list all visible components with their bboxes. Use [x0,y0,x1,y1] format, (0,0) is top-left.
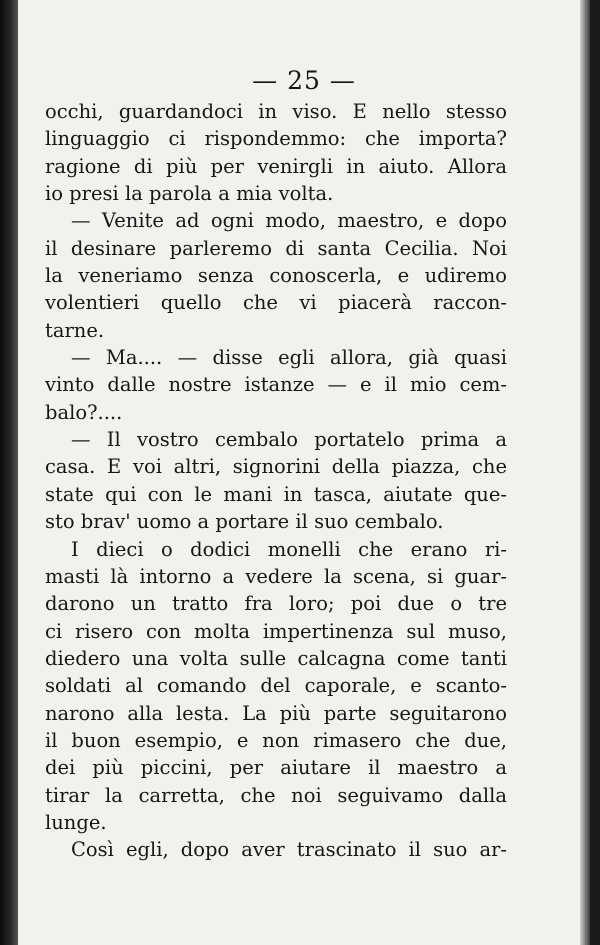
text-line: occhi, guardandoci in viso. E nello stesso [45,100,507,123]
text-line: ci risero con molta impertinenza sul muso, [45,619,507,643]
text-line: casa. E voi altri, signorini della piazza, che [45,455,507,479]
page-number: — 25 — [252,66,356,95]
text-line: ragione di più per venirgli in aiuto. Allora [45,154,507,178]
page-right-edge [580,0,590,945]
text-line: tarne. [45,318,105,342]
text-line: state qui con le mani in tasca, aiutate que- [45,482,507,506]
body-text [45,98,507,864]
text-line: — Il vostro cembalo portatelo prima a [71,428,507,452]
text-line: il desinare parleremo di santa Cecilia. Noi [45,236,507,260]
text-line: volentieri quello che vi piacerà raccon- [45,291,507,315]
text-line: dei più piccini, per aiutare il maestro a [45,756,507,780]
book-page [18,0,590,945]
text-line: io presi la parola a mia volta. [45,182,334,206]
text-line: soldati al comando del caporale, e scanto- [45,674,507,698]
text-line: linguaggio ci rispondemmo: che importa? [45,127,507,151]
text-line: sto brav' uomo a portare il suo cembalo. [45,510,444,534]
text-line: narono alla lesta. La più parte seguitarono [45,701,507,725]
text-line: Così egli, dopo aver trascinato il suo ar- [71,838,507,862]
text-line: — Ma.... — disse egli allora, già quasi [71,346,507,370]
text-line: — Venite ad ogni modo, maestro, e dopo [71,209,507,233]
text-line: la veneriamo senza conoscerla, e udiremo [45,264,507,288]
text-line: tirar la carretta, che noi seguivamo dalla [45,783,507,807]
text-line: lunge. [45,810,107,834]
book-binding-edge [0,0,18,945]
text-line: vinto dalle nostre istanze — e il mio cem- [45,373,507,397]
text-line: masti là intorno a vedere la scena, si guar- [45,564,507,588]
text-line: darono un tratto fra loro; poi due o tre [45,592,507,616]
text-line: diedero una volta sulle calcagna come tanti [45,646,507,670]
text-line: il buon esempio, e non rimasero che due, [45,728,507,752]
text-line: balo?.... [45,400,123,424]
text-line: I dieci o dodici monelli che erano ri- [71,537,507,561]
